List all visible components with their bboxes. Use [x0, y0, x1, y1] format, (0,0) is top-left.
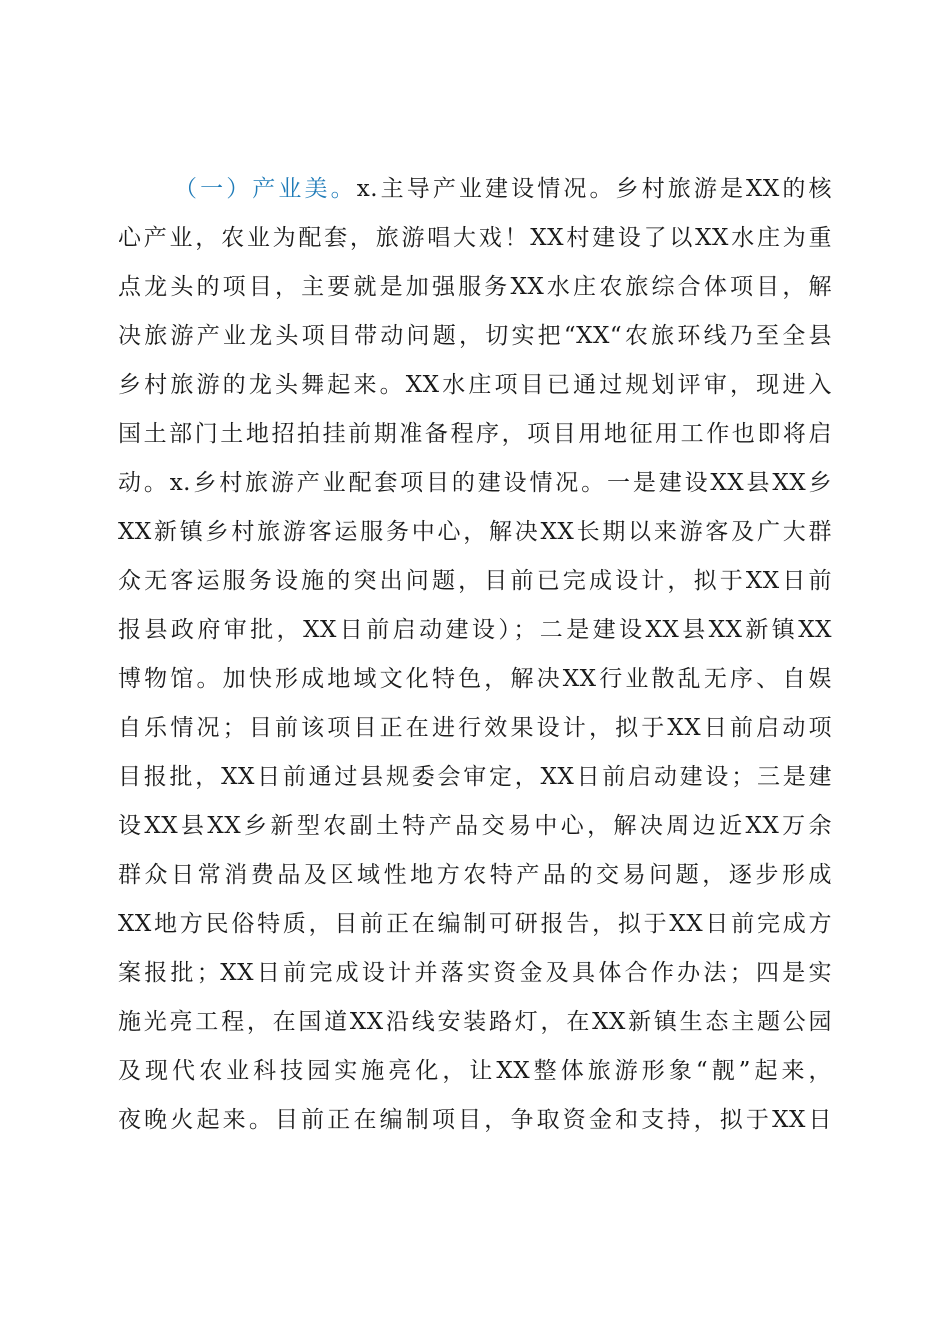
text-line-13: 目报批，XX日前通过县规委会审定，XX日前启动建设；三是建 [118, 764, 832, 790]
text-line-3: 点龙头的项目，主要就是加强服务XX水庄农旅综合体项目，解 [118, 274, 832, 300]
text-line-6: 国土部门土地招拍挂前期准备程序，项目用地征用工作也即将启 [118, 421, 832, 447]
text-line-16: XX地方民俗特质，目前正在编制可研报告，拟于XX日前完成方 [118, 911, 832, 937]
text-line-5: 乡村旅游的龙头舞起来。XX水庄项目已通过规划评审，现进入 [118, 372, 832, 398]
section-heading: （一）产业美。 [174, 176, 357, 202]
text-line-17: 案报批；XX日前完成设计并落实资金及具体合作办法；四是实 [118, 960, 832, 986]
text-line-12: 自乐情况；目前该项目正在进行效果设计，拟于XX日前启动项 [118, 715, 832, 741]
text-line-18: 施光亮工程，在国道XX沿线安装路灯，在XX新镇生态主题公园 [118, 1009, 832, 1035]
text-line-7: 动。x.乡村旅游产业配套项目的建设情况。一是建设XX县XX乡 [118, 470, 832, 496]
text-line-2: 心产业，农业为配套，旅游唱大戏！XX村建设了以XX水庄为重 [118, 225, 832, 251]
text-line-15: 群众日常消费品及区域性地方农特产品的交易问题，逐步形成 [118, 862, 832, 888]
body-text [118, 165, 832, 1145]
text-line-1 [118, 165, 832, 214]
text-line-14: 设XX县XX乡新型农副土特产品交易中心，解决周边近XX万余 [118, 813, 832, 839]
text-line-20: 夜晚火起来。目前正在编制项目，争取资金和支持，拟于XX日 [118, 1107, 832, 1133]
text-line-19: 及现代农业科技园实施亮化，让XX整体旅游形象“靓”起来， [118, 1058, 832, 1084]
text-line-10: 报县政府审批，XX日前启动建设）；二是建设XX县XX新镇XX [118, 617, 832, 643]
text-line-11: 博物馆。加快形成地域文化特色，解决XX行业散乱无序、自娱 [118, 666, 832, 692]
text-line-4: 决旅游产业龙头项目带动问题，切实把“XX“农旅环线乃至全县 [118, 323, 832, 349]
text-line-8: XX新镇乡村旅游客运服务中心，解决XX长期以来游客及广大群 [118, 519, 832, 545]
text-line-1-body: x.主导产业建设情况。乡村旅游是XX的核 [356, 176, 833, 202]
text-line-9: 众无客运服务设施的突出问题，目前已完成设计，拟于XX日前 [118, 568, 832, 594]
